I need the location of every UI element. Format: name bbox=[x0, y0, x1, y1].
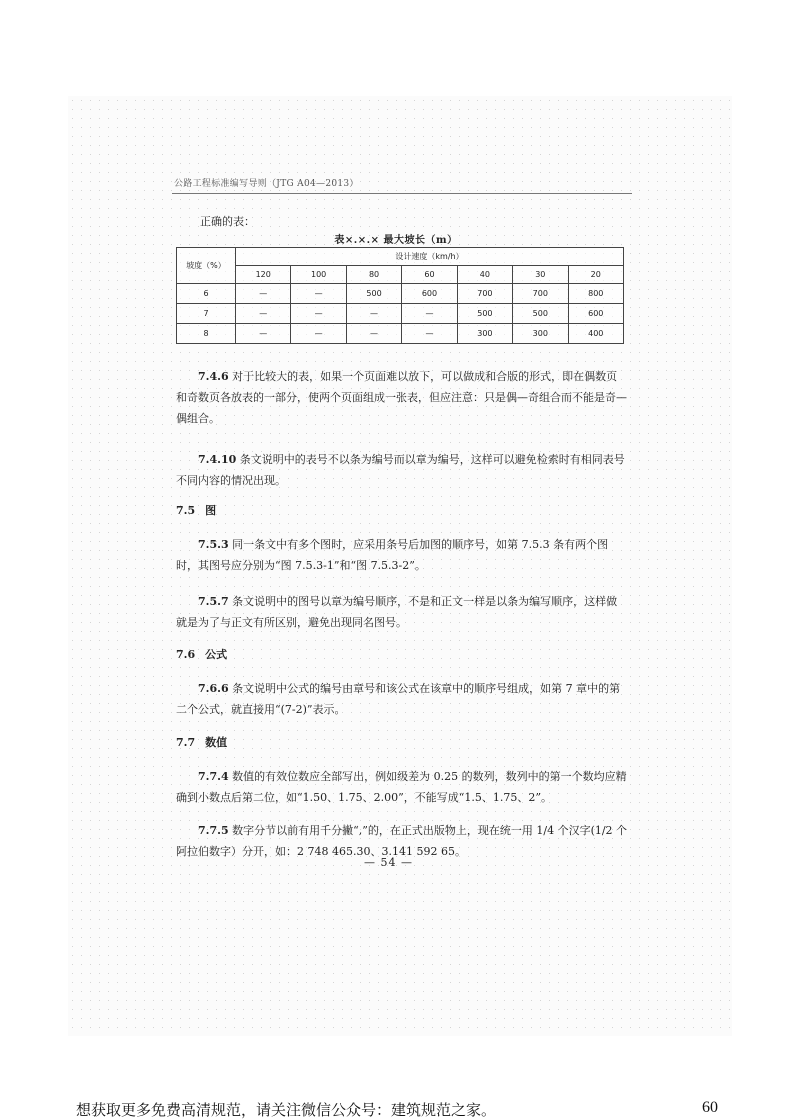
table-cell: — bbox=[291, 284, 346, 304]
clause-number: 7.4.6 bbox=[198, 370, 229, 383]
clause-7-4-6 bbox=[176, 366, 628, 429]
clause-number: 7.5.7 bbox=[198, 595, 229, 608]
section-number: 7.7 bbox=[176, 736, 196, 749]
clause-7-5-3 bbox=[176, 534, 628, 576]
clause-text: 条文说明中公式的编号由章号和该公式在该章中的顺序号组成，如第 7 章中的第二个公式，就直接用“(7-2)”表示。 bbox=[176, 682, 621, 716]
table-cell: — bbox=[236, 304, 291, 324]
table-cell: 500 bbox=[513, 304, 568, 324]
speed-header: 30 bbox=[513, 266, 568, 284]
clause-text: 数字分节以前有用千分撇“,”的，在正式出版物上，现在统一用 1/4 个汉字(1/2 个阿拉伯数字）分开，如：2 748 465.30、3.141 592 65。 bbox=[176, 824, 628, 858]
table-cell: 700 bbox=[457, 284, 512, 304]
table-cell: — bbox=[346, 324, 401, 344]
clause-text: 同一条文中有多个图时，应采用条号后加图的顺序号，如第 7.5.3 条有两个图时，其图号应分别为“图 7.5.3-1”和“图 7.5.3-2”。 bbox=[176, 538, 609, 572]
table-cell: — bbox=[402, 324, 457, 344]
grade-cell: 6 bbox=[177, 284, 236, 304]
section-heading-7-6 bbox=[176, 646, 227, 662]
section-title: 图 bbox=[205, 504, 217, 517]
running-header: 公路工程标准编写导则（JTG A04—2013） bbox=[174, 179, 359, 189]
speed-header: 60 bbox=[402, 266, 457, 284]
grade-cell: 7 bbox=[177, 304, 236, 324]
section-heading-7-7 bbox=[176, 734, 227, 750]
clause-number: 7.6.6 bbox=[198, 682, 229, 695]
table-cell: 500 bbox=[457, 304, 512, 324]
max-slope-length-table bbox=[176, 247, 624, 344]
table-cell: 300 bbox=[457, 324, 512, 344]
section-title: 公式 bbox=[205, 648, 228, 661]
clause-number: 7.7.4 bbox=[198, 770, 229, 783]
footer-page-number: 60 bbox=[702, 1099, 718, 1116]
table-cell: 400 bbox=[568, 324, 623, 344]
clause-7-7-4 bbox=[176, 766, 628, 808]
speed-header: 80 bbox=[346, 266, 401, 284]
table-cell: 600 bbox=[568, 304, 623, 324]
table-cell: — bbox=[291, 304, 346, 324]
row-header-grade: 坡度（%） bbox=[177, 248, 236, 284]
clause-text: 数值的有效位数应全部写出，例如级差为 0.25 的数列，数列中的第一个数均应精确到小数点后第二位，如“1.50、1.75、2.00”，不能写成“1.5、1.75、2”。 bbox=[176, 770, 627, 804]
clause-7-5-7 bbox=[176, 591, 628, 633]
table-cell: 700 bbox=[513, 284, 568, 304]
clause-text: 条文说明中的图号以章为编号顺序，不是和正文一样是以条为编写顺序，这样做就是为了与正文有所区别，避免出现同名图号。 bbox=[176, 595, 618, 629]
table-cell: — bbox=[236, 284, 291, 304]
table-cell: — bbox=[402, 304, 457, 324]
table-row bbox=[177, 324, 624, 344]
table-cell: 500 bbox=[346, 284, 401, 304]
section-title: 数值 bbox=[205, 736, 228, 749]
section-number: 7.5 bbox=[176, 504, 196, 517]
printed-page-number: — 54 — bbox=[364, 856, 413, 869]
clause-number: 7.5.3 bbox=[198, 538, 229, 551]
table-cell: 600 bbox=[402, 284, 457, 304]
section-number: 7.6 bbox=[176, 648, 196, 661]
table-row bbox=[177, 284, 624, 304]
table-cell: 800 bbox=[568, 284, 623, 304]
clause-number: 7.7.5 bbox=[198, 824, 229, 837]
table-cell: — bbox=[291, 324, 346, 344]
table-cell: — bbox=[346, 304, 401, 324]
speed-header: 100 bbox=[291, 266, 346, 284]
clause-7-6-6 bbox=[176, 678, 628, 720]
speed-header: 40 bbox=[457, 266, 512, 284]
clause-number: 7.4.10 bbox=[198, 453, 237, 466]
speed-header: 20 bbox=[568, 266, 623, 284]
section-heading-7-5 bbox=[176, 502, 216, 518]
header-rule bbox=[172, 193, 632, 194]
intro-label: 正确的表： bbox=[200, 215, 255, 228]
group-header-speed: 设计速度（km/h） bbox=[236, 248, 624, 266]
speed-header: 120 bbox=[236, 266, 291, 284]
clause-text: 对于比较大的表，如果一个页面难以放下，可以做成和合版的形式，即在偶数页和奇数页各放表的一部分，使两个页面组成一张表，但应注意：只是偶—奇组合而不能是奇—偶组合。 bbox=[176, 370, 627, 425]
clause-text: 条文说明中的表号不以条为编号而以章为编号，这样可以避免检索时有相同表号不同内容的情况出现。 bbox=[176, 453, 625, 487]
table-row bbox=[177, 304, 624, 324]
table-cell: 300 bbox=[513, 324, 568, 344]
footer-note: 想获取更多免费高清规范，请关注微信公众号：建筑规范之家。 bbox=[76, 1101, 497, 1119]
grade-cell: 8 bbox=[177, 324, 236, 344]
clause-7-4-10 bbox=[176, 449, 628, 491]
table-caption: 表×.×.× 最大坡长（m） bbox=[334, 235, 458, 246]
table-cell: — bbox=[236, 324, 291, 344]
